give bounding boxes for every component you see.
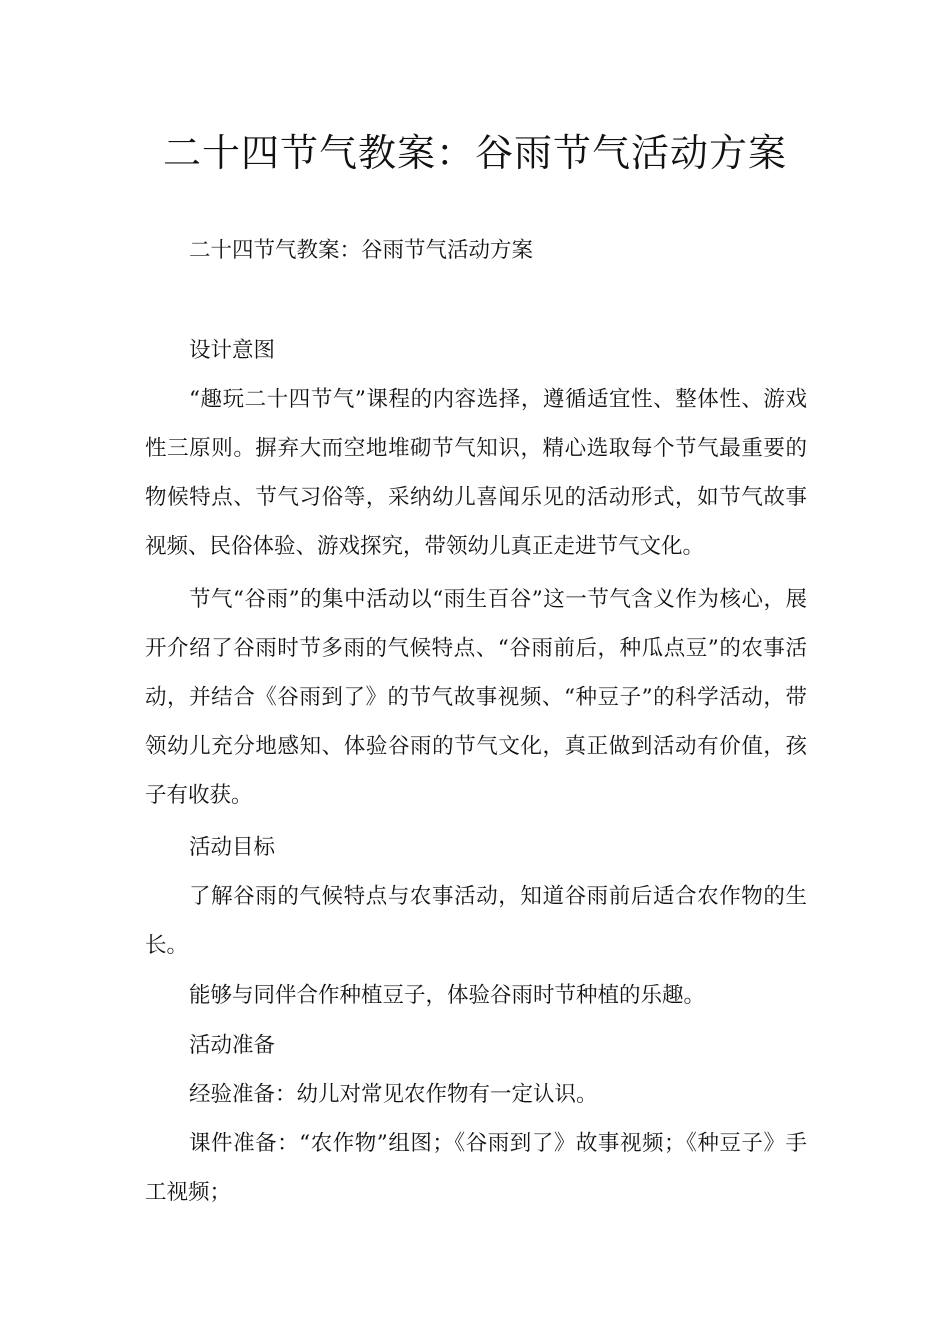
- document-subtitle: 二十四节气教案：谷雨节气活动方案: [189, 238, 534, 263]
- document-title: 二十四节气教案：谷雨节气活动方案: [162, 131, 787, 175]
- paragraph-goal-1: 了解谷雨的气候特点与农事活动，知道谷雨前后适合农作物的生长。: [145, 884, 807, 958]
- paragraph-goal-2: 能够与同伴合作种植豆子，体验谷雨时节种植的乐趣。: [189, 983, 706, 1008]
- section-heading-prep: 活动准备: [189, 1033, 276, 1058]
- paragraph-prep-2: 课件准备：“农作物”组图；《谷雨到了》故事视频；《种豆子》手工视频；: [145, 1131, 807, 1205]
- section-heading-goal: 活动目标: [189, 835, 276, 860]
- paragraph-design-1: “趣玩二十四节气”课程的内容选择，遵循适宜性、整体性、游戏性三原则。摒弃大而空地堆砌节气知识，精心选取每个节气最重要的物候特点、节气习俗等，采纳幼儿喜闻乐见的活动形式，如节气故事视频、民俗体验、游戏探究，带领幼儿真正走进节气文化。: [145, 387, 807, 559]
- paragraph-design-2: 节气“谷雨”的集中活动以“雨生百谷”这一节气含义作为核心，展开介绍了谷雨时节多雨的气候特点、“谷雨前后，种瓜点豆”的农事活动，并结合《谷雨到了》的节气故事视频、“种豆子”的科学活动，带领幼儿充分地感知、体验谷雨的节气文化，真正做到活动有价值，孩子有收获。: [145, 587, 807, 808]
- paragraph-prep-1: 经验准备：幼儿对常见农作物有一定认识。: [189, 1082, 598, 1107]
- section-heading-design: 设计意图: [189, 338, 276, 363]
